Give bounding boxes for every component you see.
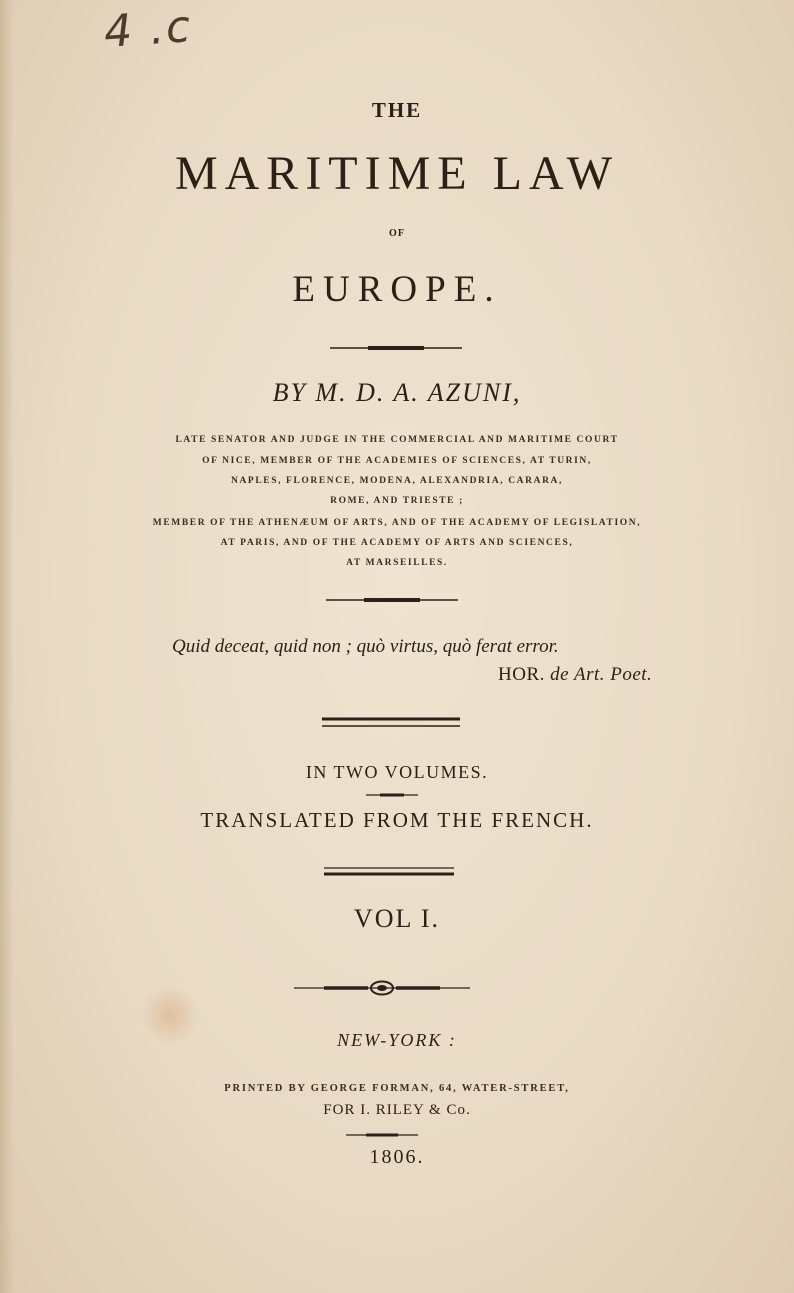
book-title: MARITIME LAW <box>174 147 620 200</box>
volumes-note: IN TWO VOLUMES. <box>305 762 489 782</box>
credential-line: MEMBER OF THE ATHENÆUM OF ARTS, AND OF THE ACADEMY OF LEGISLATION, <box>152 518 642 528</box>
credential-line: AT PARIS, AND OF THE ACADEMY OF ARTS AND SCIENCES, <box>220 538 574 548</box>
book-title-subject: EUROPE. <box>292 269 502 310</box>
credential-line: NAPLES, FLORENCE, MODENA, ALEXANDRIA, CARARA, <box>231 476 563 486</box>
publication-place: NEW-YORK : <box>337 1030 457 1050</box>
credential-line: OF NICE, MEMBER OF THE ACADEMIES OF SCIENCES, AT TURIN, <box>202 456 592 466</box>
credential-line: AT MARSEILLES. <box>346 558 448 568</box>
publisher-line: FOR I. RILEY & Co. <box>323 1102 471 1118</box>
epigraph-quote: Quid deceat, quid non ; quò virtus, quò ferat error. <box>172 636 559 657</box>
translation-note: TRANSLATED FROM THE FRENCH. <box>200 808 594 832</box>
title-article: THE <box>371 98 423 122</box>
printer-line: PRINTED BY GEORGE FORMAN, 64, WATER-STREET, <box>224 1083 570 1094</box>
epigraph-source <box>498 664 652 686</box>
publication-year: 1806. <box>369 1146 425 1168</box>
volume-number: VOL I. <box>353 904 441 933</box>
ornament-divider-icon <box>294 980 470 996</box>
epigraph-author: HOR. <box>498 664 545 685</box>
double-rule-2 <box>324 866 454 878</box>
ornamental-rule-2 <box>326 596 458 604</box>
handwritten-shelfmark: 4 .c <box>102 0 194 59</box>
double-rule-1 <box>322 716 460 730</box>
credential-line: LATE SENATOR AND JUDGE IN THE COMMERCIAL AND MARITIME COURT <box>175 435 619 445</box>
epigraph-work: de Art. Poet. <box>550 664 653 685</box>
title-preposition: OF <box>389 228 405 239</box>
author-line: BY M. D. A. AZUNI, <box>272 378 522 407</box>
ornamental-rule-1 <box>330 344 462 352</box>
short-rule <box>366 792 418 798</box>
credential-line: ROME, AND TRIESTE ; <box>330 496 464 506</box>
small-ornament-rule <box>346 1132 418 1138</box>
